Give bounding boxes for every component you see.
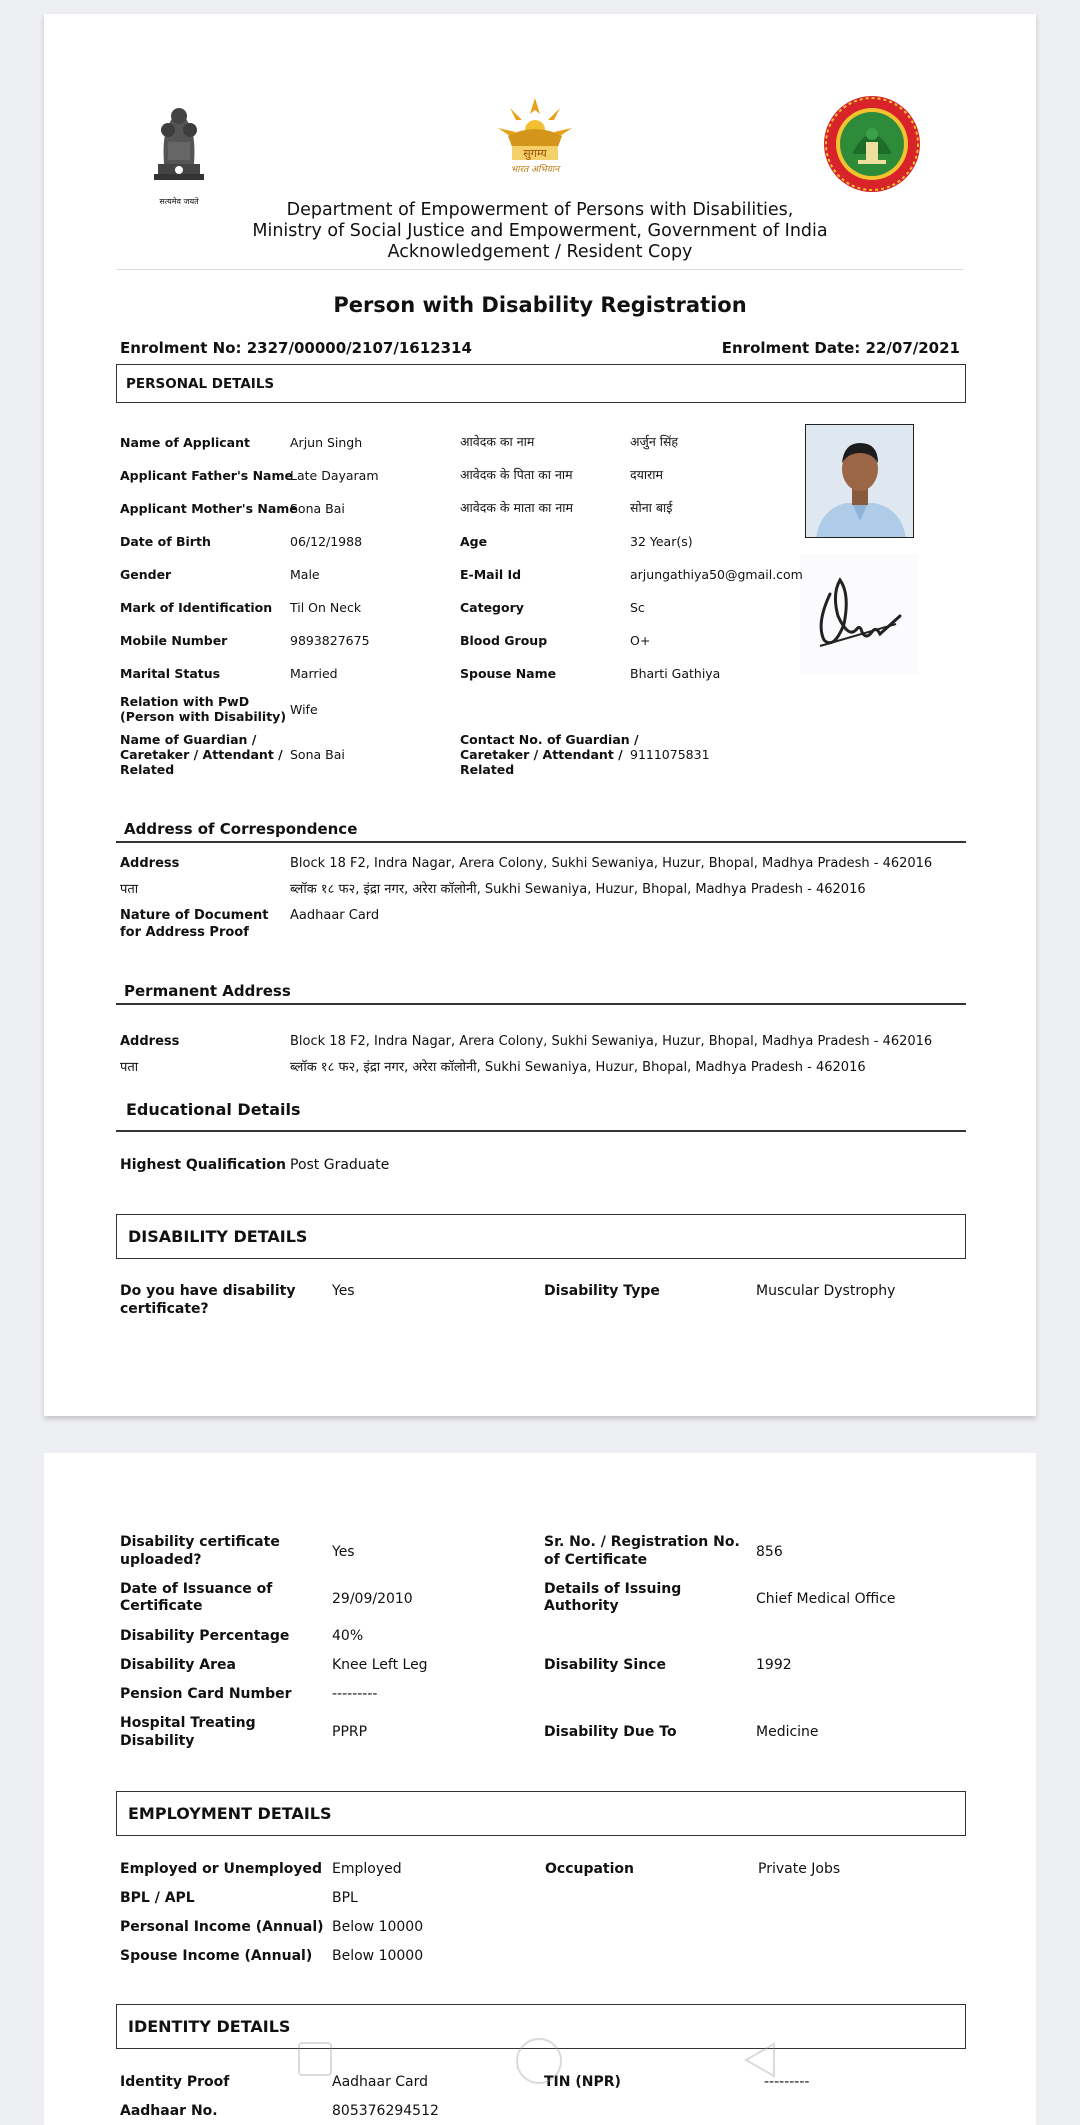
label-correspondence-address: Address — [120, 856, 180, 871]
label-guardian-1: Name of Guardian / — [120, 732, 257, 747]
value-bpl-apl: BPL — [332, 1890, 358, 1906]
label-tin-npr: TIN (NPR) — [544, 2074, 621, 2090]
label-marital-status: Marital Status — [120, 666, 221, 681]
label-personal-income: Personal Income (Annual) — [120, 1919, 324, 1935]
label-aadhaar-no: Aadhaar No. — [120, 2103, 218, 2119]
value-registration-no: 856 — [756, 1544, 783, 1560]
value-correspondence-address-hindi: ब्लॉक १८ फ२, इंद्रा नगर, अरेरा कॉलोनी, Sukhi Sewaniya, Huzur, Bhopal, Madhya Pradesh - 462016 — [290, 882, 866, 897]
label-date-of-birth: Date of Birth — [120, 534, 211, 549]
label-issuance-date-2: Certificate — [120, 1598, 203, 1614]
value-blood-group: O+ — [630, 633, 651, 648]
value-marital-status: Married — [290, 666, 338, 681]
label-registration-no-1: Sr. No. / Registration No. — [544, 1534, 740, 1550]
personal-details-header — [116, 364, 966, 403]
label-guardian-2: Caretaker / Attendant / — [120, 747, 283, 762]
enrolment-date: Enrolment Date: 22/07/2021 — [721, 339, 960, 357]
value-mother-name: Sona Bai — [290, 501, 345, 516]
page-title: Person with Disability Registration — [333, 293, 747, 317]
label-applicant-name: Name of Applicant — [120, 435, 250, 450]
applicant-photo — [805, 424, 914, 538]
value-guardian: Sona Bai — [290, 747, 345, 762]
label-identity-proof: Identity Proof — [120, 2074, 230, 2090]
value-disability-since: 1992 — [756, 1657, 792, 1673]
label-bpl-apl: BPL / APL — [120, 1890, 195, 1906]
label-mother-name: Applicant Mother's Name — [120, 501, 298, 516]
label-disability-area: Disability Area — [120, 1657, 236, 1673]
value-relation-pwd: Wife — [290, 702, 318, 717]
permanent-address-divider — [116, 1003, 966, 1005]
value-date-of-birth: 06/12/1988 — [290, 534, 363, 549]
value-applicant-name-hindi: अर्जुन सिंह — [630, 434, 679, 449]
value-tin-npr: --------- — [764, 2074, 810, 2090]
label-identification-mark: Mark of Identification — [120, 600, 273, 615]
label-certificate-uploaded-2: uploaded? — [120, 1552, 202, 1568]
value-applicant-name: Arjun Singh — [290, 435, 363, 450]
value-gender: Male — [290, 567, 320, 582]
label-father-name-hindi: आवेदक के पिता का नाम — [460, 467, 573, 482]
employment-details-title: EMPLOYMENT DETAILS — [128, 1804, 332, 1823]
label-permanent-address: Address — [120, 1034, 180, 1049]
enrolment-number: Enrolment No: 2327/00000/2107/1612314 — [120, 339, 472, 357]
label-correspondence-address-hindi: पता — [120, 882, 139, 897]
value-pension-card: --------- — [332, 1686, 378, 1702]
label-address-proof-2: for Address Proof — [120, 925, 249, 940]
label-hospital-1: Hospital Treating — [120, 1715, 256, 1731]
label-permanent-address-hindi: पता — [120, 1060, 139, 1075]
label-certificate-uploaded-1: Disability certificate — [120, 1534, 280, 1550]
label-relation-pwd-1: Relation with PwD — [120, 694, 250, 709]
back-arrow-icon — [740, 2040, 780, 2080]
label-registration-no-2: of Certificate — [544, 1552, 648, 1568]
label-disability-percentage: Disability Percentage — [120, 1628, 290, 1644]
value-issuance-date: 29/09/2010 — [332, 1591, 413, 1607]
value-employment-status: Employed — [332, 1861, 402, 1877]
value-certificate-uploaded: Yes — [332, 1544, 355, 1560]
value-category: Sc — [630, 600, 645, 615]
label-highest-qualification: Highest Qualification — [120, 1157, 287, 1173]
national-emblem-logo — [144, 94, 214, 204]
accessible-india-logo — [490, 94, 580, 186]
home-button[interactable] — [516, 2038, 562, 2084]
value-aadhaar-no: 805376294512 — [332, 2103, 439, 2119]
value-identification-mark: Til On Neck — [290, 600, 362, 615]
label-has-certificate-1: Do you have disability — [120, 1283, 296, 1299]
value-disability-type: Muscular Dystrophy — [756, 1283, 896, 1299]
value-correspondence-address: Block 18 F2, Indra Nagar, Arera Colony, Sukhi Sewaniya, Huzur, Bhopal, Madhya Pradesh - 462016 — [290, 856, 933, 871]
label-email: E-Mail Id — [460, 567, 522, 582]
document-page-1 — [44, 14, 1036, 1416]
identity-details-title: IDENTITY DETAILS — [128, 2017, 291, 2036]
label-blood-group: Blood Group — [460, 633, 548, 648]
value-father-name: Late Dayaram — [290, 468, 379, 483]
label-issuance-date-1: Date of Issuance of — [120, 1581, 273, 1597]
label-employment-status: Employed or Unemployed — [120, 1861, 323, 1877]
employment-details-header — [116, 1791, 966, 1836]
value-guardian-contact: 9111075831 — [630, 747, 710, 762]
disability-details-title: DISABILITY DETAILS — [128, 1227, 308, 1246]
label-category: Category — [460, 600, 524, 615]
label-disability-type: Disability Type — [544, 1283, 660, 1299]
label-father-name: Applicant Father's Name — [120, 468, 293, 483]
label-gender: Gender — [120, 567, 172, 582]
recent-apps-button[interactable] — [298, 2042, 332, 2076]
value-mobile-number: 9893827675 — [290, 633, 370, 648]
emblem-caption: सत्यमेव जयते — [159, 197, 199, 206]
value-address-proof: Aadhaar Card — [290, 908, 380, 923]
value-highest-qualification: Post Graduate — [290, 1157, 390, 1173]
label-has-certificate-2: certificate? — [120, 1301, 209, 1317]
education-heading: Educational Details — [126, 1100, 301, 1119]
value-spouse-name: Bharti Gathiya — [630, 666, 721, 681]
label-disability-since: Disability Since — [544, 1657, 666, 1673]
personal-details-title: PERSONAL DETAILS — [126, 376, 275, 392]
applicant-signature — [800, 554, 918, 674]
header-line-2: Ministry of Social Justice and Empowerment, Government of India — [252, 221, 828, 241]
value-permanent-address-hindi: ब्लॉक १८ फ२, इंद्रा नगर, अरेरा कॉलोनी, Sukhi Sewaniya, Huzur, Bhopal, Madhya Pradesh - 462016 — [290, 1060, 866, 1075]
value-disability-percentage: 40% — [332, 1628, 364, 1644]
state-seal-logo — [822, 94, 922, 194]
svg-text:सुगम्य: सुगम्य — [523, 147, 547, 160]
label-issuing-authority-2: Authority — [544, 1598, 619, 1614]
value-mother-name-hindi: सोना बाई — [630, 500, 673, 515]
value-has-certificate: Yes — [332, 1283, 355, 1299]
label-address-proof-1: Nature of Document — [120, 908, 269, 923]
disability-details-header — [116, 1214, 966, 1259]
label-pension-card: Pension Card Number — [120, 1686, 292, 1702]
value-disability-due-to: Medicine — [756, 1724, 819, 1740]
value-personal-income: Below 10000 — [332, 1919, 424, 1935]
correspondence-heading: Address of Correspondence — [124, 820, 358, 838]
document-page-2 — [44, 1453, 1036, 2125]
value-issuing-authority: Chief Medical Office — [756, 1591, 896, 1607]
header-divider — [116, 269, 964, 270]
back-button[interactable] — [740, 2040, 780, 2080]
permanent-address-heading: Permanent Address — [124, 982, 291, 1000]
label-disability-due-to: Disability Due To — [544, 1724, 677, 1740]
label-guardian-contact-2: Caretaker / Attendant / — [460, 747, 623, 762]
education-divider — [116, 1130, 966, 1132]
label-applicant-name-hindi: आवेदक का नाम — [460, 434, 535, 449]
header-line-3: Acknowledgement / Resident Copy — [387, 242, 693, 262]
value-email: arjungathiya50@gmail.com — [630, 567, 803, 582]
label-guardian-contact-1: Contact No. of Guardian / — [460, 732, 639, 747]
value-permanent-address: Block 18 F2, Indra Nagar, Arera Colony, Sukhi Sewaniya, Huzur, Bhopal, Madhya Pradesh - 462016 — [290, 1034, 933, 1049]
value-hospital: PPRP — [332, 1724, 368, 1740]
value-identity-proof: Aadhaar Card — [332, 2074, 429, 2090]
value-occupation: Private Jobs — [758, 1861, 841, 1877]
label-guardian-3: Related — [120, 762, 175, 777]
label-age: Age — [460, 534, 488, 549]
label-occupation: Occupation — [545, 1861, 635, 1877]
value-age: 32 Year(s) — [630, 534, 693, 549]
label-spouse-name: Spouse Name — [460, 666, 557, 681]
value-father-name-hindi: दयाराम — [630, 467, 663, 482]
label-spouse-income: Spouse Income (Annual) — [120, 1948, 313, 1964]
value-spouse-income: Below 10000 — [332, 1948, 424, 1964]
label-mobile-number: Mobile Number — [120, 633, 228, 648]
label-hospital-2: Disability — [120, 1733, 195, 1749]
header-line-1: Department of Empowerment of Persons with Disabilities, — [286, 200, 794, 220]
value-disability-area: Knee Left Leg — [332, 1657, 428, 1673]
label-issuing-authority-1: Details of Issuing — [544, 1581, 682, 1597]
label-relation-pwd-2: (Person with Disability) — [120, 709, 287, 724]
correspondence-divider — [116, 841, 966, 843]
label-guardian-contact-3: Related — [460, 762, 515, 777]
svg-text:भारत अभियान: भारत अभियान — [510, 165, 560, 175]
label-mother-name-hindi: आवेदक के माता का नाम — [460, 500, 574, 515]
